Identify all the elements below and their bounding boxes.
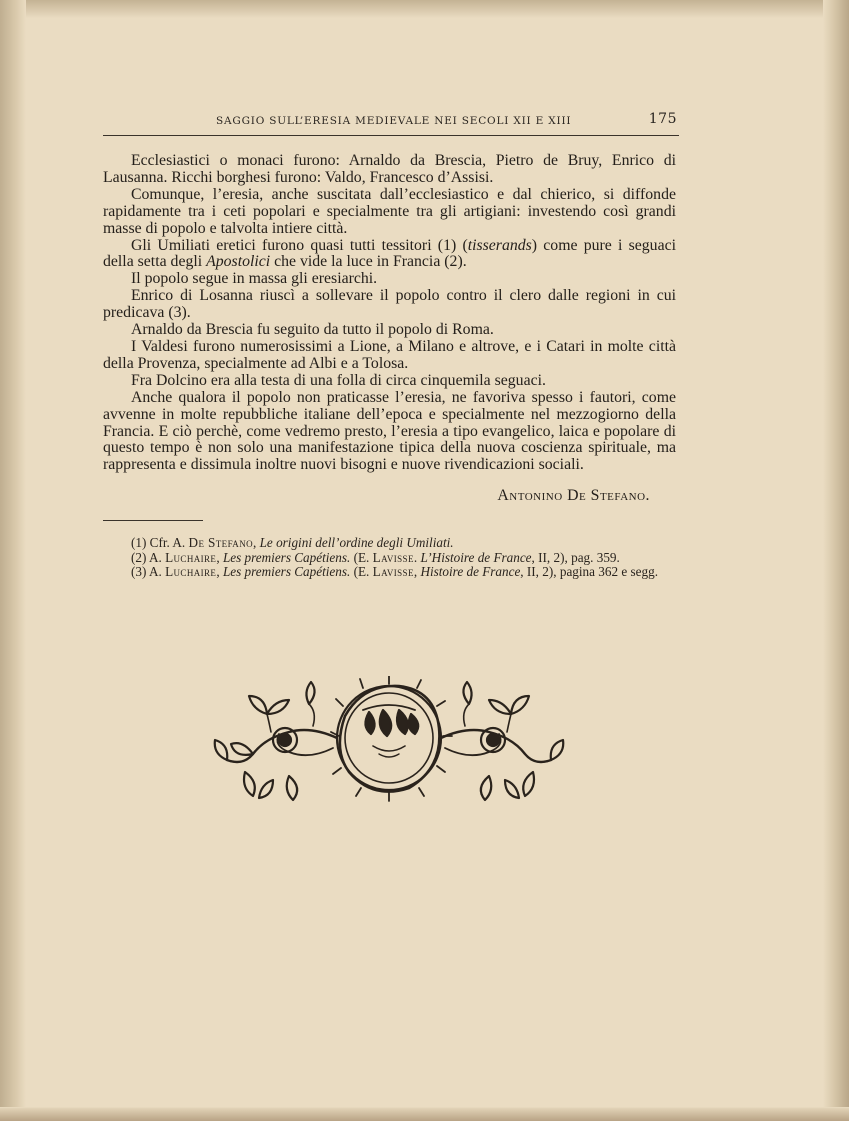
floral-wreath-icon bbox=[213, 676, 565, 802]
footnote bbox=[103, 565, 678, 580]
paragraph: Il popolo segue in massa gli eresiarchi. bbox=[131, 270, 378, 288]
work-title: Histoire de France bbox=[420, 564, 521, 580]
text-run: . bbox=[413, 549, 421, 565]
footnote bbox=[103, 536, 678, 551]
paragraph: Fra Dolcino era alla testa di una folla di circa cinquemila seguaci. bbox=[131, 371, 546, 389]
footnotes bbox=[103, 536, 678, 580]
body-text bbox=[103, 153, 676, 474]
work-title: Les premiers Capétiens. bbox=[222, 564, 351, 580]
paragraph bbox=[103, 238, 676, 272]
author-name: Lavisse bbox=[372, 549, 414, 565]
author-name: Luchaire bbox=[165, 564, 217, 580]
work-title: Les premiers Capétiens. bbox=[222, 549, 351, 565]
text-run: Gli Umiliati eretici furono quasi tutti tessitori (1) ( bbox=[131, 236, 468, 254]
header-rule bbox=[103, 135, 679, 136]
paragraph: Comunque, l’eresia, anche suscitata dall’ecclesiastico e dal chierico, si diffonde rapidamente tra i ceti popolari e specialmente tra gli artigiani: investendo così grandi masse di popolo e talvolta intiere città. bbox=[103, 185, 676, 237]
page-top-edge bbox=[0, 0, 849, 18]
italic-term: tisserands bbox=[467, 236, 532, 254]
text-run: (E. bbox=[350, 549, 373, 565]
text-run: (2) A. bbox=[131, 549, 166, 565]
paragraph: Enrico di Losanna riuscì a sollevare il popolo contro il clero dalle regioni in cui predicava (3). bbox=[103, 287, 676, 322]
page-number: 175 bbox=[648, 111, 677, 127]
running-title: SAGGIO SULL’ERESIA MEDIEVALE NEI SECOLI XII E XIII bbox=[216, 115, 572, 127]
author-name: Lavisse bbox=[372, 564, 414, 580]
paragraph: Ecclesiastici o monaci furono: Arnaldo da Brescia, Pietro de Bruy, Enrico di Lausanna. Ricchi borghesi furono: Valdo, Francesco d’Assisi. bbox=[103, 152, 676, 186]
page-bottom-edge bbox=[0, 1107, 849, 1121]
paragraph: Arnaldo da Brescia fu seguito da tutto il popolo di Roma. bbox=[131, 321, 494, 339]
text-run: , II, 2), pag. 359. bbox=[531, 549, 620, 565]
text-run: ) come pure i seguaci della setta degli bbox=[103, 236, 676, 271]
footnote bbox=[103, 551, 678, 566]
paragraph: I Valdesi furono numerosissimi a Lione, a Milano e altrove, e i Catari in molte città della Provenza, specialmente ad Albi e a Tolosa. bbox=[103, 337, 676, 372]
text-run: (E. bbox=[350, 564, 373, 580]
author-signature: Antonino De Stefano. bbox=[497, 487, 650, 504]
work-title: L’Histoire de France bbox=[420, 549, 532, 565]
paragraph: Anche qualora il popolo non praticasse l’eresia, ne favoriva spesso i fautori, come avvenne in molte repubbliche italiane dell’epoca e specialmente nel mezzogiorno della Francia. E ciò perchè, come vedremo presto, l’eresia a tipo evangelico, laica e popolare di questo tempo è non solo una manifestazione tipica della nuova coscienza spirituale, ma rappresenta e dissimula inoltre nuovi bisogni e nuove rivendicazioni sociali. bbox=[103, 388, 676, 474]
footnote-rule bbox=[103, 520, 203, 521]
text-run: , bbox=[413, 564, 421, 580]
text-run: , bbox=[216, 549, 223, 565]
author-name: Luchaire bbox=[165, 549, 217, 565]
author-name: De Stefano bbox=[188, 535, 253, 550]
text-run: , II, 2), pagina 362 e segg. bbox=[520, 564, 658, 580]
running-head bbox=[103, 112, 679, 134]
text-run: , bbox=[253, 535, 260, 550]
text-run: (1) Cfr. A. bbox=[131, 535, 189, 550]
text-run: (3) A. bbox=[131, 564, 166, 580]
work-title: Le origini dell’ordine degli Umiliati. bbox=[259, 535, 454, 550]
text-run: , bbox=[216, 564, 223, 580]
page-right-edge bbox=[823, 0, 849, 1121]
italic-term: Apostolici bbox=[206, 253, 271, 271]
text-run: che vide la luce in Francia (2). bbox=[270, 253, 467, 271]
page-left-edge bbox=[0, 0, 26, 1121]
